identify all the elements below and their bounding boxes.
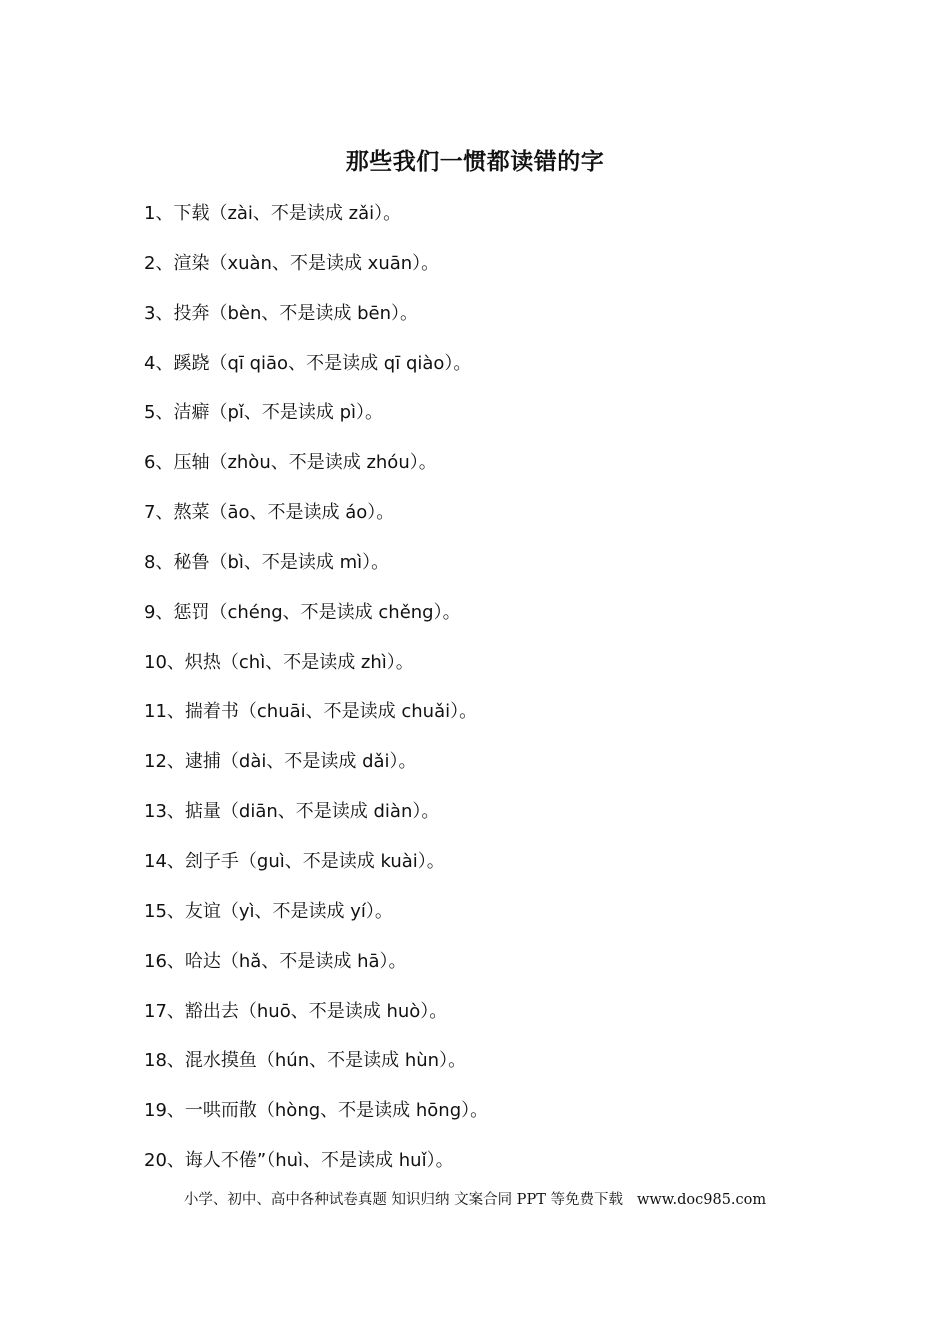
list-item: 13、掂量（diān、不是读成 diàn）。 bbox=[144, 801, 440, 823]
list-item: 10、炽热（chì、不是读成 zhì）。 bbox=[144, 651, 414, 673]
list-item: 20、诲人不倦”（huì、不是读成 huǐ）。 bbox=[144, 1150, 454, 1172]
page-footer bbox=[0, 1188, 950, 1212]
page-title: 那些我们一惯都读错的字 bbox=[345, 149, 605, 175]
list-item: 7、熬菜（āo、不是读成 áo）。 bbox=[144, 502, 395, 524]
list-item: 9、惩罚（chéng、不是读成 chěng）。 bbox=[144, 601, 461, 623]
list-item: 15、友谊（yì、不是读成 yí）。 bbox=[144, 900, 393, 922]
list-item: 16、哈达（hǎ、不是读成 hā）。 bbox=[144, 950, 407, 972]
list-item: 17、豁出去（huō、不是读成 huò）。 bbox=[144, 1000, 448, 1022]
list-item: 14、刽子手（guì、不是读成 kuài）。 bbox=[144, 850, 445, 872]
list-item: 8、秘鲁（bì、不是读成 mì）。 bbox=[144, 551, 390, 573]
list-item: 1、下载（zài、不是读成 zǎi）。 bbox=[144, 203, 402, 224]
list-item: 18、混水摸鱼（hún、不是读成 hùn）。 bbox=[144, 1050, 467, 1072]
footer-site-link[interactable]: www.doc985.com bbox=[636, 1192, 767, 1208]
list-item: 11、揣着书（chuāi、不是读成 chuǎi）。 bbox=[144, 701, 478, 723]
list-item: 6、压轴（zhòu、不是读成 zhóu）。 bbox=[144, 452, 437, 474]
list-item: 5、洁癖（pǐ、不是读成 pì）。 bbox=[144, 402, 384, 424]
list-item: 19、一哄而散（hòng、不是读成 hōng）。 bbox=[144, 1100, 489, 1122]
list-item: 3、投奔（bèn、不是读成 bēn）。 bbox=[144, 302, 418, 324]
word-list bbox=[144, 194, 488, 1191]
list-item: 2、渲染（xuàn、不是读成 xuān）。 bbox=[144, 252, 440, 274]
footer-text: 小学、初中、高中各种试卷真题 知识归纳 文案合同 PPT 等免费下载 bbox=[183, 1192, 623, 1208]
list-item: 12、逮捕（dài、不是读成 dǎi）。 bbox=[144, 751, 417, 773]
list-item: 4、蹊跷（qī qiāo、不是读成 qī qiào）。 bbox=[144, 352, 472, 374]
